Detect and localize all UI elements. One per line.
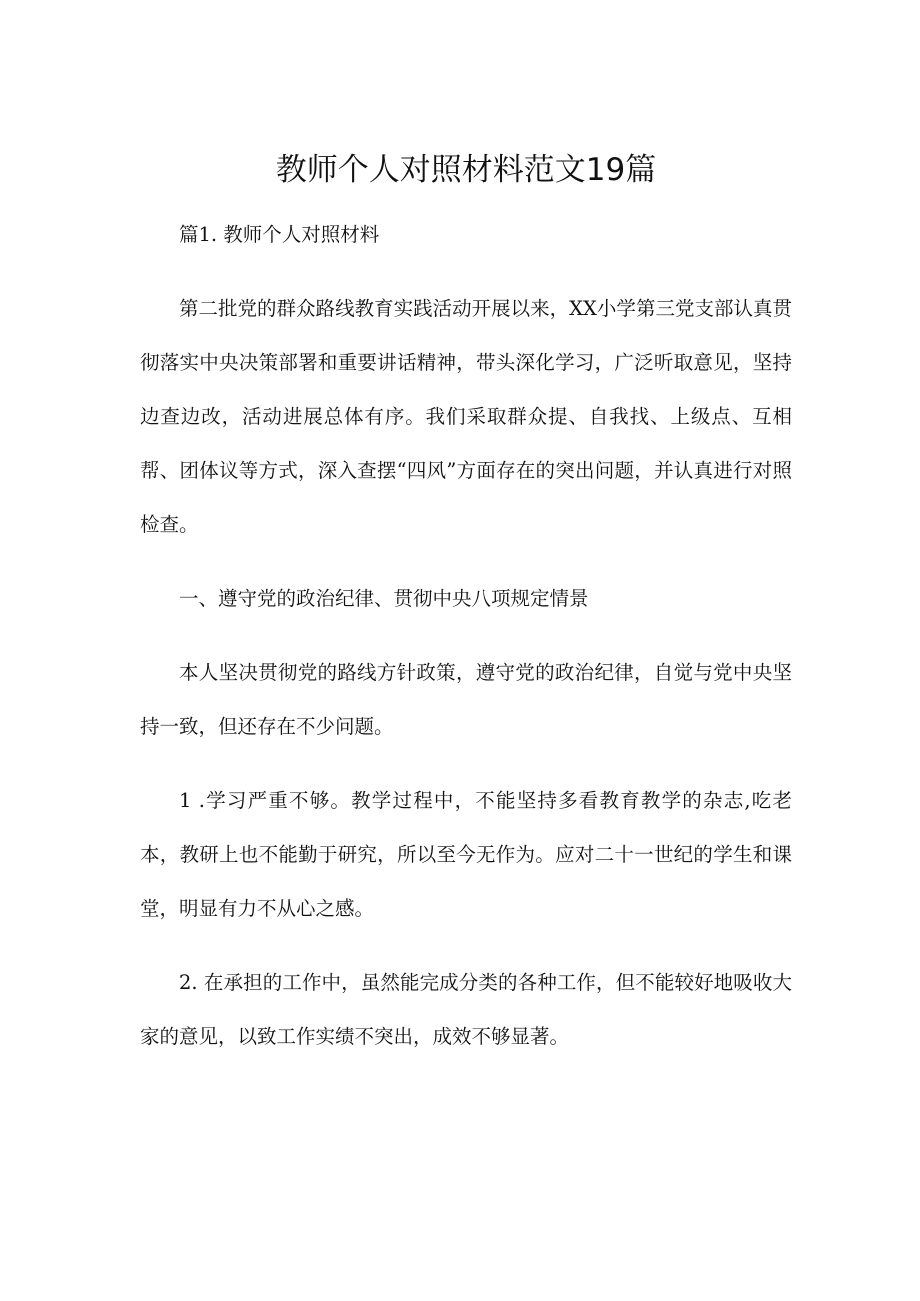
paragraph-item-2: 2. 在承担的工作中，虽然能完成分类的各种工作，但不能较好地吸收大家的意见，以致工作实绩不突出，成效不够显著。 <box>140 971 792 1048</box>
subheading-political-discipline: 一、遵守党的政治纪律、贯彻中央八项规定情景 <box>179 587 589 610</box>
paragraph-commitment: 本人坚决贯彻党的路线方针政策，遵守党的政治纪律，自觉与党中央坚持一致，但还存在不少问题。 <box>140 661 792 738</box>
paragraph-item-1: 1 .学习严重不够。教学过程中，不能坚持多看教育教学的杂志,吃老本，教研上也不能勤于研究，所以至今无作为。应对二十一世纪的学生和课堂，明显有力不从心之感。 <box>140 789 792 920</box>
document-title: 教师个人对照材料范文19篇 <box>275 152 657 188</box>
paragraph-intro: 第二批党的群众路线教育实践活动开展以来，XX小学第三党支部认真贯彻落实中央决策部署和重要讲话精神，带头深化学习，广泛听取意见，坚持边查边改，活动进展总体有序。我们采取群众提、自我找、上级点、互相帮、团体议等方式，深入查摆“四风”方面存在的突出问题，并认真进行对照检查。 <box>140 297 792 536</box>
section-heading: 篇1. 教师个人对照材料 <box>179 223 380 246</box>
